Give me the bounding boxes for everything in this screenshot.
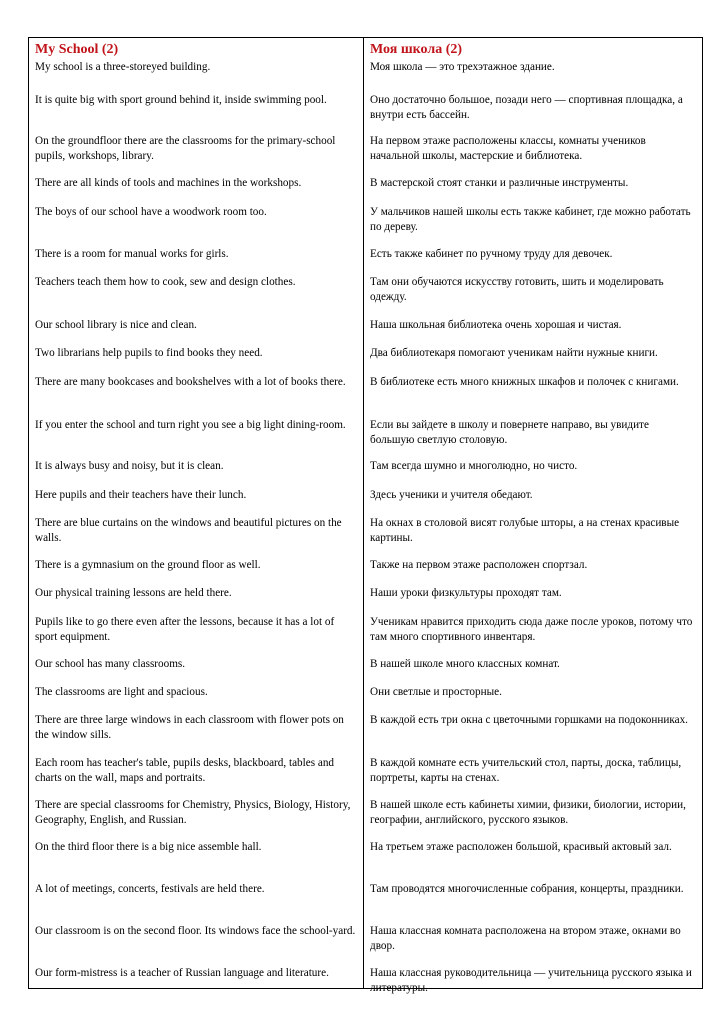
row-russian-text: Ученикам нравится приходить сюда даже после уроков, потому что там много спортивного инвентаря. (370, 616, 693, 643)
row-english-text: There is a gymnasium on the ground floor as well. (35, 559, 261, 571)
title-english: My School (2) (35, 42, 119, 57)
row-english-text: On the third floor there is a big nice assemble hall. (35, 841, 262, 853)
row-english-text: Two librarians help pupils to find books they need. (35, 347, 263, 359)
row-english-text: Our form-mistress is a teacher of Russian language and literature. (35, 967, 329, 979)
row-english-text: There are all kinds of tools and machines in the workshops. (35, 177, 302, 189)
row-russian-text: Наша классная комната расположена на втором этаже, окнами во двор. (370, 925, 681, 952)
row-english-text: There is a room for manual works for girls. (35, 248, 229, 260)
row-russian-text: Оно достаточно большое, позади него — спортивная площадка, а внутри есть бассейн. (370, 94, 683, 121)
row-russian-text: В нашей школе много классных комнат. (370, 658, 560, 670)
row-english-text: The boys of our school have a woodwork room too. (35, 206, 267, 218)
row-russian-text: Наша школьная библиотека очень хорошая и чистая. (370, 319, 622, 331)
row-russian-text: Они светлые и просторные. (370, 686, 502, 698)
row-english-text: The classrooms are light and spacious. (35, 686, 208, 698)
row-russian-text: В нашей школе есть кабинеты химии, физики, биологии, истории, географии, английского, русского языков. (370, 799, 686, 826)
row-russian-text: В библиотеке есть много книжных шкафов и полочек с книгами. (370, 376, 679, 388)
row-english-text: There are three large windows in each classroom with flower pots on the window sills. (35, 714, 344, 741)
row-russian-text: Здесь ученики и учителя обедают. (370, 489, 533, 501)
row-russian-text: На первом этаже расположены классы, комнаты учеников начальной школы, мастерские и библиотека. (370, 135, 646, 162)
row-russian-text: Наша классная руководительница — учительница русского языка и литературы. (370, 967, 692, 994)
row-russian-text: В каждой комнате есть учительский стол, парты, доска, таблицы, портреты, карты на стенах. (370, 757, 682, 784)
row-russian-text: Есть также кабинет по ручному труду для девочек. (370, 248, 613, 260)
row-russian-text: В каждой есть три окна с цветочными горшками на подоконниках. (370, 714, 688, 726)
row-russian-text: Там проводятся многочисленные собрания, концерты, праздники. (370, 883, 684, 895)
row-russian-text: Там они обучаются искусству готовить, шить и моделировать одежду. (370, 276, 664, 303)
row-russian-text: На третьем этаже расположен большой, красивый актовый зал. (370, 841, 672, 853)
title-russian: Моя школа (2) (370, 42, 463, 57)
column-divider (363, 38, 364, 988)
row-russian-text: В мастерской стоят станки и различные инструменты. (370, 177, 629, 189)
row-english-text: A lot of meetings, concerts, festivals are held there. (35, 883, 265, 895)
row-english-text: It is always busy and noisy, but it is clean. (35, 460, 224, 472)
row-russian-text: Там всегда шумно и многолюдно, но чисто. (370, 460, 578, 472)
row-english-text: Our school library is nice and clean. (35, 319, 197, 331)
row-english-text: Here pupils and their teachers have their lunch. (35, 489, 247, 501)
row-russian-text: На окнах в столовой висят голубые шторы, а на стенах красивые картины. (370, 517, 680, 544)
row-russian-text: Два библиотекаря помогают ученикам найти нужные книги. (370, 347, 658, 359)
row-english-text: Teachers teach them how to cook, sew and design clothes. (35, 276, 296, 288)
row-english-text: There are blue curtains on the windows and beautiful pictures on the walls. (35, 517, 342, 544)
row-english-text: Pupils like to go there even after the lessons, because it has a lot of sport equipment. (35, 616, 335, 643)
row-english-text: It is quite big with sport ground behind it, inside swimming pool. (35, 94, 327, 106)
row-russian-text: Наши уроки физкультуры проходят там. (370, 587, 562, 599)
row-english-text: There are many bookcases and bookshelves with a lot of books there. (35, 376, 346, 388)
row-russian-text: Если вы зайдете в школу и повернете направо, вы увидите большую светлую столовую. (370, 419, 649, 446)
row-russian-text: Также на первом этаже расположен спортзал. (370, 559, 588, 571)
row-english-text: On the groundfloor there are the classrooms for the primary-school pupils, workshops, library. (35, 135, 336, 162)
row-russian-text: Моя школа — это трехэтажное здание. (370, 61, 555, 73)
row-english-text: Our school has many classrooms. (35, 658, 186, 670)
row-english-text: Each room has teacher's table, pupils desks, blackboard, tables and charts on the wall, maps and portraits. (35, 757, 335, 784)
row-english-text: If you enter the school and turn right you see a big light dining-room. (35, 419, 346, 431)
row-russian-text: У мальчиков нашей школы есть также кабинет, где можно работать по дереву. (370, 206, 691, 233)
bilingual-text-table (28, 37, 703, 994)
row-english-text: My school is a three-storeyed building. (35, 61, 211, 73)
row-english-text: Our classroom is on the second floor. Its windows face the school-yard. (35, 925, 356, 937)
row-english-text: There are special classrooms for Chemistry, Physics, Biology, History, Geography, English, and Russian. (35, 799, 351, 826)
row-english-text: Our physical training lessons are held there. (35, 587, 232, 599)
